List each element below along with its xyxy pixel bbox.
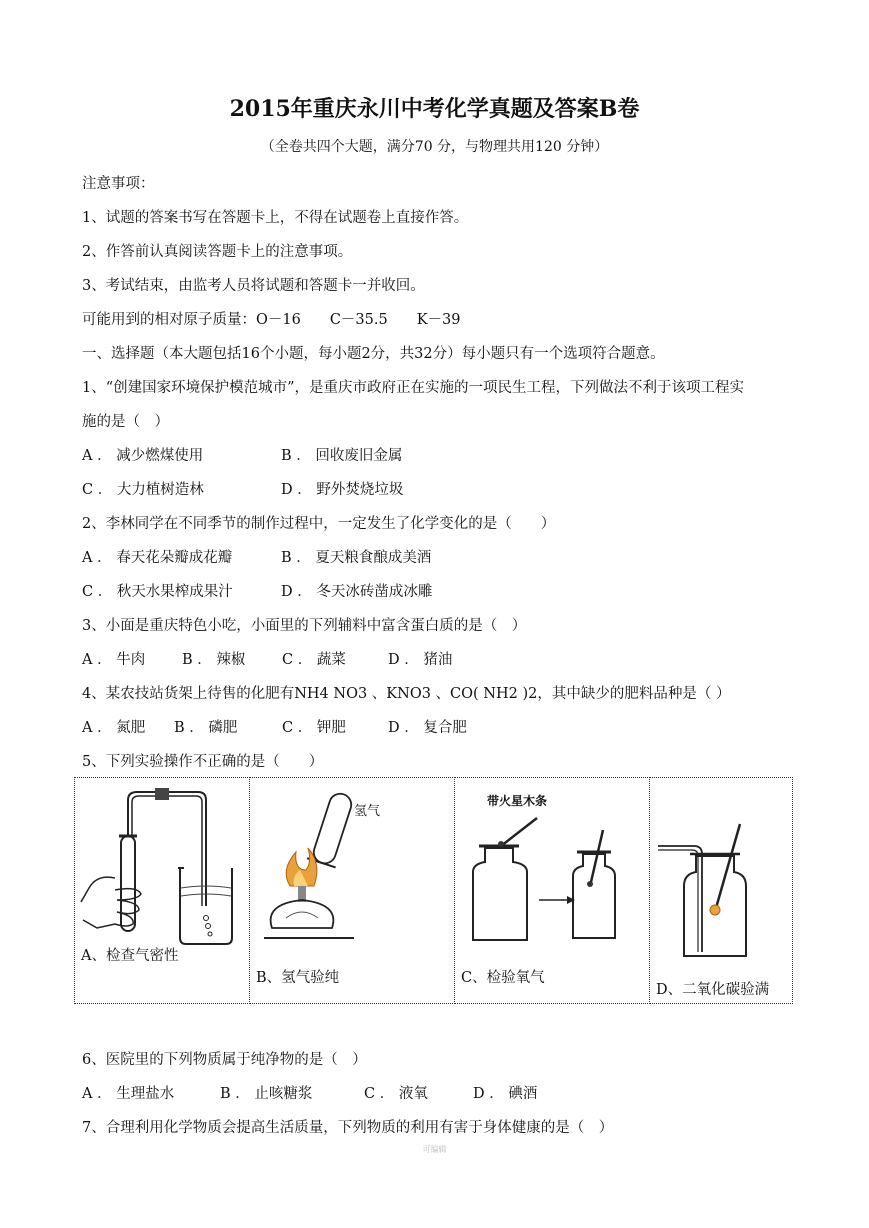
q1-option-a: A ． 减少燃煤使用 [82, 448, 204, 464]
figure-a-caption: A、检查气密性 [81, 948, 179, 964]
q2-option-b: B ． 夏天粮食酿成美酒 [281, 550, 432, 566]
question-2-stem: 2、李林同学在不同季节的制作过程中，一定发生了化学变化的是（ ） [82, 516, 556, 532]
figure-c-caption: C、检验氧气 [461, 970, 545, 986]
figure-c-cell [455, 778, 650, 1004]
figure-b-cell [250, 778, 455, 1004]
q6-option-b: B ． 止咳糖浆 [220, 1086, 313, 1102]
q4-option-a: A ． 氮肥 [82, 720, 146, 736]
notes-heading: 注意事项： [82, 176, 155, 192]
atomic-masses: 可能用到的相对原子质量：O－16 C－35.5 K－39 [82, 312, 461, 328]
q6-option-c: C ． 液氧 [364, 1086, 428, 1102]
figure-d-caption: D、二氧化碳验满 [656, 982, 770, 998]
q4-option-d: D ． 复合肥 [388, 720, 467, 736]
q3-option-a: A ． 牛肉 [82, 652, 146, 668]
q1-option-b: B ． 回收废旧金属 [281, 448, 403, 464]
section-heading: 一、选择题（本大题包括16个小题，每小题2分，共32分）每小题只有一个选项符合题意。 [82, 346, 665, 362]
question-6-stem: 6、医院里的下列物质属于纯净物的是（ ） [82, 1052, 367, 1068]
q1-option-d: D ． 野外焚烧垃圾 [281, 482, 404, 498]
experiment-figure-table [74, 777, 793, 1004]
hydrogen-label: 氢气 [354, 804, 381, 819]
q4-option-b: B ． 磷肥 [174, 720, 238, 736]
q3-option-c: C ． 蔬菜 [282, 652, 346, 668]
q3-option-d: D ． 猪油 [388, 652, 453, 668]
note-item: 1、试题的答案书写在答题卡上，不得在试题卷上直接作答。 [82, 210, 469, 226]
footer-watermark: 可编辑 [422, 1145, 447, 1154]
q2-option-a: A ． 春天花朵瓣成花瓣 [82, 550, 233, 566]
note-item: 3、考试结束，由监考人员将试题和答题卡一并收回。 [82, 278, 425, 294]
glowing-splint-label: 带火星木条 [487, 794, 548, 808]
q6-option-d: D ． 碘酒 [473, 1086, 538, 1102]
q2-option-d: D ． 冬天冰砖凿成冰雕 [281, 584, 433, 600]
page-title: 2015年重庆永川中考化学真题及答案B卷 [229, 96, 640, 122]
question-4-stem: 4、某农技站货架上待售的化肥有NH4 NO3 、KNO3 、CO( NH2 )2，其中缺少的肥料品种是（ ） [82, 686, 731, 702]
question-3-stem: 3、小面是重庆特色小吃，小面里的下列辅料中富含蛋白质的是（ ） [82, 618, 527, 634]
figure-a-cell [75, 778, 250, 1004]
q3-option-b: B ． 辣椒 [182, 652, 246, 668]
co2-full-test-figure [650, 778, 796, 1005]
exam-info: （全卷共四个大题，满分70 分，与物理共用120 分钟） [260, 139, 609, 155]
question-5-stem: 5、下列实验操作不正确的是（ ） [82, 754, 324, 770]
question-1-stem-cont: 施的是（ ） [82, 414, 169, 430]
q6-option-a: A ． 生理盐水 [82, 1086, 175, 1102]
q1-option-c: C ． 大力植树造林 [82, 482, 204, 498]
question-7-stem: 7、合理利用化学物质会提高生活质量，下列物质的利用有害于身体健康的是（ ） [82, 1120, 614, 1136]
figure-b-caption: B、氢气验纯 [256, 970, 340, 986]
note-item: 2、作答前认真阅读答题卡上的注意事项。 [82, 244, 353, 260]
q4-option-c: C ． 钾肥 [282, 720, 346, 736]
question-1-stem: 1、“创建国家环境保护模范城市”，是重庆市政府正在实施的一项民生工程，下列做法不利于该项工程实 [82, 380, 745, 396]
q2-option-c: C ． 秋天水果榨成果汁 [82, 584, 233, 600]
figure-d-cell [650, 778, 793, 1004]
airtightness-test-figure [75, 778, 249, 1005]
